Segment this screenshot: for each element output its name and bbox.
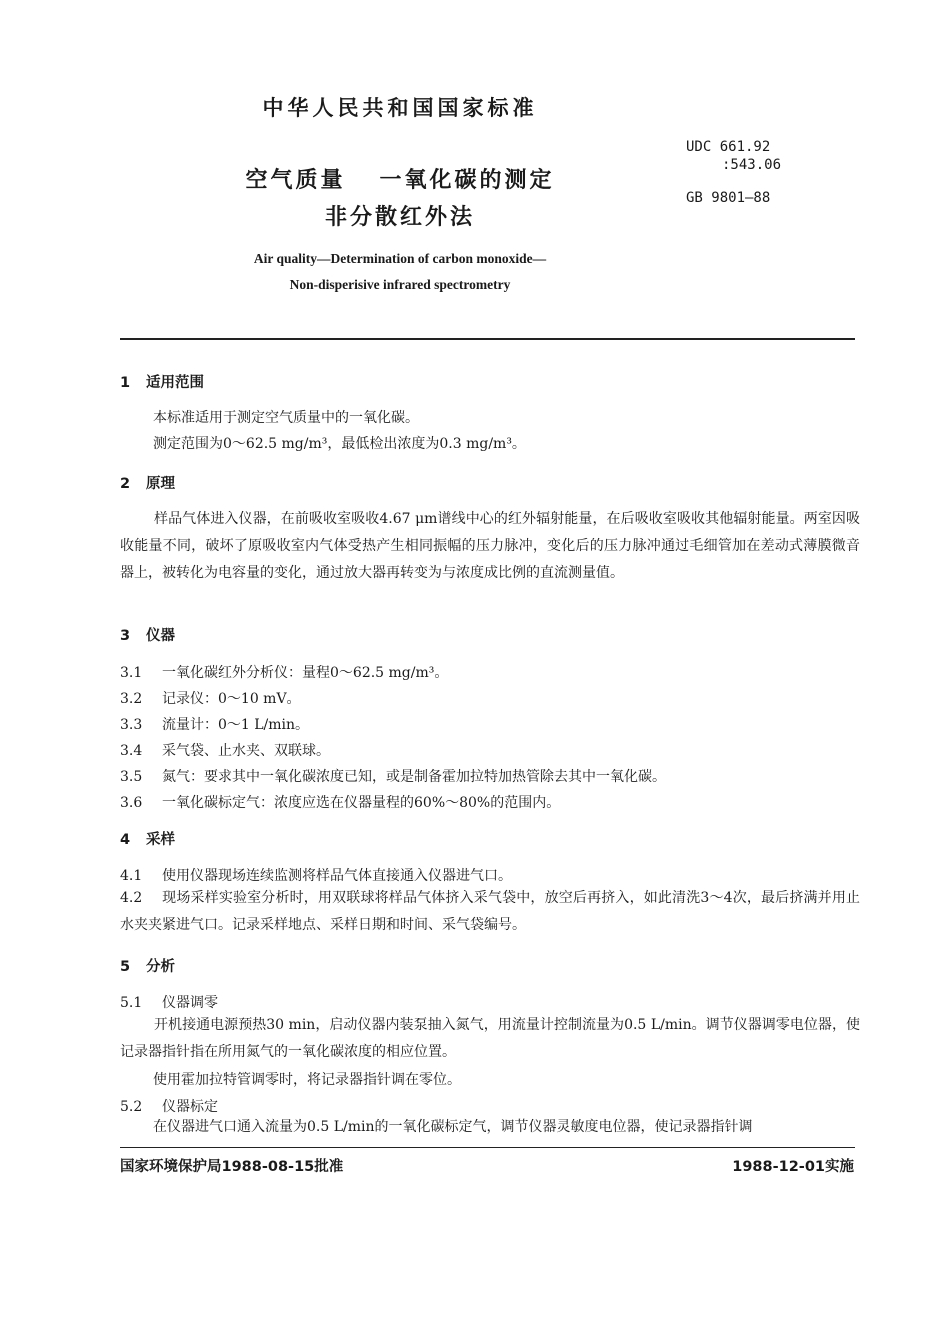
section-3-item bbox=[120, 740, 330, 760]
subsection-5-1-para-2: 使用霍加拉特管调零时，将记录器指针调在零位。 bbox=[153, 1072, 461, 1088]
section-1-title: 适用范围 bbox=[146, 375, 204, 391]
title-en-line1: Air quality—Determination of carbon monoxide— bbox=[253, 251, 547, 266]
item-text: 一氧化碳标定气：浓度应选在仪器量程的60%～80%的范围内。 bbox=[162, 795, 561, 811]
section-3-item bbox=[120, 792, 560, 812]
section-5-title: 分析 bbox=[146, 959, 175, 975]
item-number: 3.5 bbox=[120, 769, 143, 785]
subsection-5-1-heading bbox=[120, 992, 218, 1012]
section-4-title: 采样 bbox=[146, 832, 175, 848]
section-2-heading bbox=[120, 472, 175, 493]
subsection-5-1-para-1: 开机接通电源预热30 min，启动仪器内装泵抽入氮气，用流量计控制流量为0.5 L/min。调节仪器调零电位器，使记录器指针指在所用氮气的一氧化碳浓度的相应位置。 bbox=[120, 1017, 860, 1060]
item-text: 记录仪：0～10 mV。 bbox=[162, 691, 301, 707]
effective-date: 1988-12-01实施 bbox=[732, 1159, 854, 1175]
item-text: 氮气：要求其中一氧化碳浓度已知，或是制备霍加拉特加热管除去其中一氧化碳。 bbox=[162, 769, 666, 785]
section-3-item bbox=[120, 714, 309, 734]
item-number: 4.1 bbox=[120, 868, 143, 884]
title-zh-part2: 一氧化碳的测定 bbox=[379, 168, 555, 193]
section-3-item bbox=[120, 688, 301, 708]
section-1-para-2: 测定范围为0～62.5 mg/m³，最低检出浓度为0.3 mg/m³。 bbox=[153, 436, 526, 452]
item-number: 3.3 bbox=[120, 717, 143, 733]
item-text: 流量计：0～1 L/min。 bbox=[162, 717, 310, 733]
section-5-heading bbox=[120, 955, 175, 976]
title-zh-line1 bbox=[0, 163, 800, 194]
title-zh-line2: 非分散红外法 bbox=[324, 205, 475, 230]
subsection-title: 仪器标定 bbox=[162, 1099, 218, 1115]
title-zh-part1: 空气质量 bbox=[245, 168, 346, 193]
subsection-title: 仪器调零 bbox=[162, 995, 218, 1011]
section-2-number: 2 bbox=[120, 476, 131, 492]
item-text: 现场采样实验室分析时，用双联球将样品气体挤入采气袋中，放空后再挤入，如此清洗3～4次，最后挤满并用止水夹夹紧进气口。记录采样地点、采样日期和时间、采气袋编号。 bbox=[120, 890, 860, 933]
section-4-heading bbox=[120, 828, 175, 849]
item-text: 使用仪器现场连续监测将样品气体直接通入仪器进气口。 bbox=[162, 868, 512, 884]
section-5-number: 5 bbox=[120, 959, 131, 975]
section-1-number: 1 bbox=[120, 375, 131, 391]
section-3-number: 3 bbox=[120, 628, 131, 644]
section-2-title: 原理 bbox=[146, 476, 175, 492]
section-1-para-1: 本标准适用于测定空气质量中的一氧化碳。 bbox=[153, 410, 419, 426]
section-3-title: 仪器 bbox=[146, 628, 175, 644]
item-number: 5.1 bbox=[120, 995, 143, 1011]
item-text: 采气袋、止水夹、双联球。 bbox=[162, 743, 330, 759]
section-3-item bbox=[120, 662, 448, 682]
item-number: 3.6 bbox=[120, 795, 143, 811]
section-1-heading bbox=[120, 371, 204, 392]
section-4-item-2 bbox=[120, 885, 860, 939]
section-3-heading bbox=[120, 624, 175, 645]
top-divider bbox=[120, 338, 855, 340]
gb-number: GB 9801—88 bbox=[686, 190, 771, 206]
title-en-line2: Non-disperisive infrared spectrometry bbox=[289, 277, 511, 292]
approval-date: 国家环境保护局1988-08-15批准 bbox=[120, 1159, 344, 1175]
section-4-item-1 bbox=[120, 865, 512, 885]
item-number: 3.2 bbox=[120, 691, 143, 707]
item-number: 3.1 bbox=[120, 665, 143, 681]
bottom-divider bbox=[120, 1147, 855, 1148]
section-3-item bbox=[120, 766, 666, 786]
national-standard-heading: 中华人民共和国国家标准 bbox=[262, 96, 538, 120]
section-2-para-1: 样品气体进入仪器，在前吸收室吸收4.67 μm谱线中心的红外辐射能量，在后吸收室吸收其他辐射能量。两室因吸收能量不同，破坏了原吸收室内气体受热产生相同振幅的压力脉冲，变化后的压力脉冲通过毛细管加在差动式薄膜微音器上，被转化为电容量的变化，通过放大器再转变为与浓度成比例的直流测量值。 bbox=[120, 511, 860, 581]
subsection-5-2-heading bbox=[120, 1096, 218, 1116]
udc-line1: UDC 661.92 bbox=[686, 139, 771, 155]
section-4-number: 4 bbox=[120, 832, 131, 848]
subsection-5-2-para-1: 在仪器进气口通入流量为0.5 L/min的一氧化碳标定气，调节仪器灵敏度电位器，使记录器指针调 bbox=[153, 1119, 753, 1135]
item-text: 一氧化碳红外分析仪：量程0～62.5 mg/m³。 bbox=[162, 665, 449, 681]
item-number: 3.4 bbox=[120, 743, 143, 759]
udc-line2: :543.06 bbox=[722, 157, 782, 173]
item-number: 4.2 bbox=[120, 890, 143, 906]
item-number: 5.2 bbox=[120, 1099, 143, 1115]
